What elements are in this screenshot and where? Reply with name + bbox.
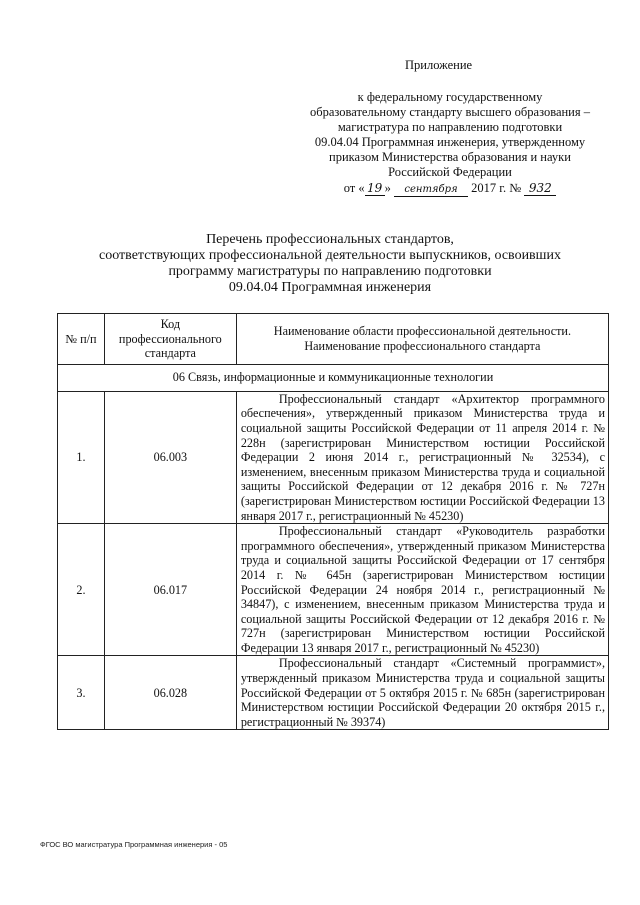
appendix-line: Российской Федерации (388, 165, 512, 179)
standards-table (57, 313, 609, 730)
appendix-line: 09.04.04 Программная инженерия, утвержденному (314, 135, 586, 149)
row-description (236, 656, 608, 730)
table-header-row (58, 314, 609, 365)
appendix-line: к федеральному государственному (357, 90, 543, 104)
table-row (58, 524, 609, 656)
date-year: 2017 г. № (471, 181, 522, 195)
header-num: № п/п (58, 314, 105, 365)
header-code: Код профессионального стандарта (104, 314, 236, 365)
row-code: 06.003 (104, 391, 236, 523)
row-number: 1. (58, 391, 105, 523)
section-row (58, 364, 609, 391)
row-text: Профессиональный стандарт «Архитектор программного обеспечения», утвержденный приказом Министерства труда и социальной защиты Российской Федерации от 11 апреля 2014 г. № 228н (зарегистрирован Министерством юстиции Российской Федерации 2 июня 2014 г., регистрационный № 32534), с изменением, внесенным приказом Министерства труда и социальной защиты Российской Федерации от 12 декабря 2016 г. № 727н (зарегистрирован Министерством юстиции Российской Федерации 13 января 2017 г., регистрационный № 45230) (240, 391, 605, 523)
row-description (236, 391, 608, 523)
heading-line: соответствующих профессиональной деятельности выпускников, освоивших (99, 248, 561, 263)
order-date-line (290, 181, 610, 197)
document-heading (70, 232, 590, 296)
date-mid: » (384, 181, 391, 195)
heading-line: Перечень профессиональных стандартов, (206, 232, 454, 247)
handwritten-month: сентября (394, 183, 468, 197)
appendix-line: магистратура по направлению подготовки (337, 120, 563, 134)
row-text: Профессиональный стандарт «Руководитель разработки программного обеспечения», утвержденный приказом Министерства труда и социальной защиты Российской Федерации от 17 сентября 2014 г. № 645н (зарегистрирован Министерством юстиции Российской Федерации 24 ноября 2014 г., регистрационный № 34847), с изменением, внесенным приказом Министерства труда и социальной защиты Российской Федерации от 12 декабря 2016 г. № 727н (зарегистрирован Министерством юстиции Российской Федерации 13 января 2017 г., регистрационный № 45230) (240, 524, 605, 655)
heading-line: 09.04.04 Программная инженерия (228, 280, 432, 295)
heading-line: программу магистратуры по направлению подготовки (168, 264, 492, 279)
date-prefix: от « (343, 181, 365, 195)
section-title: 06 Связь, информационные и коммуникационные технологии (58, 364, 609, 391)
header-name: Наименование области профессиональной деятельности. Наименование профессионального стандарта (236, 314, 608, 365)
appendix-line: образовательному стандарту высшего образования – (309, 105, 590, 119)
row-description (236, 524, 608, 656)
row-number: 2. (58, 524, 105, 656)
table-row (58, 391, 609, 523)
appendix-block (290, 58, 610, 197)
table-row (58, 656, 609, 730)
row-code: 06.017 (104, 524, 236, 656)
handwritten-day: 19 (365, 182, 385, 196)
appendix-title: Приложение (405, 58, 473, 72)
page-footer: ФГОС ВО магистратура Программная инженерия - 05 (40, 840, 228, 849)
row-code: 06.028 (104, 656, 236, 730)
handwritten-order-number: 932 (524, 182, 556, 196)
row-number: 3. (58, 656, 105, 730)
row-text: Профессиональный стандарт «Системный программист», утвержденный приказом Министерства труда и социальной защиты Российской Федерации от 5 октября 2015 г. № 685н (зарегистрирован Министерством юстиции Российской Федерации 20 октября 2015 г., регистрационный № 39374) (240, 656, 605, 729)
appendix-line: приказом Министерства образования и науки (329, 150, 571, 164)
